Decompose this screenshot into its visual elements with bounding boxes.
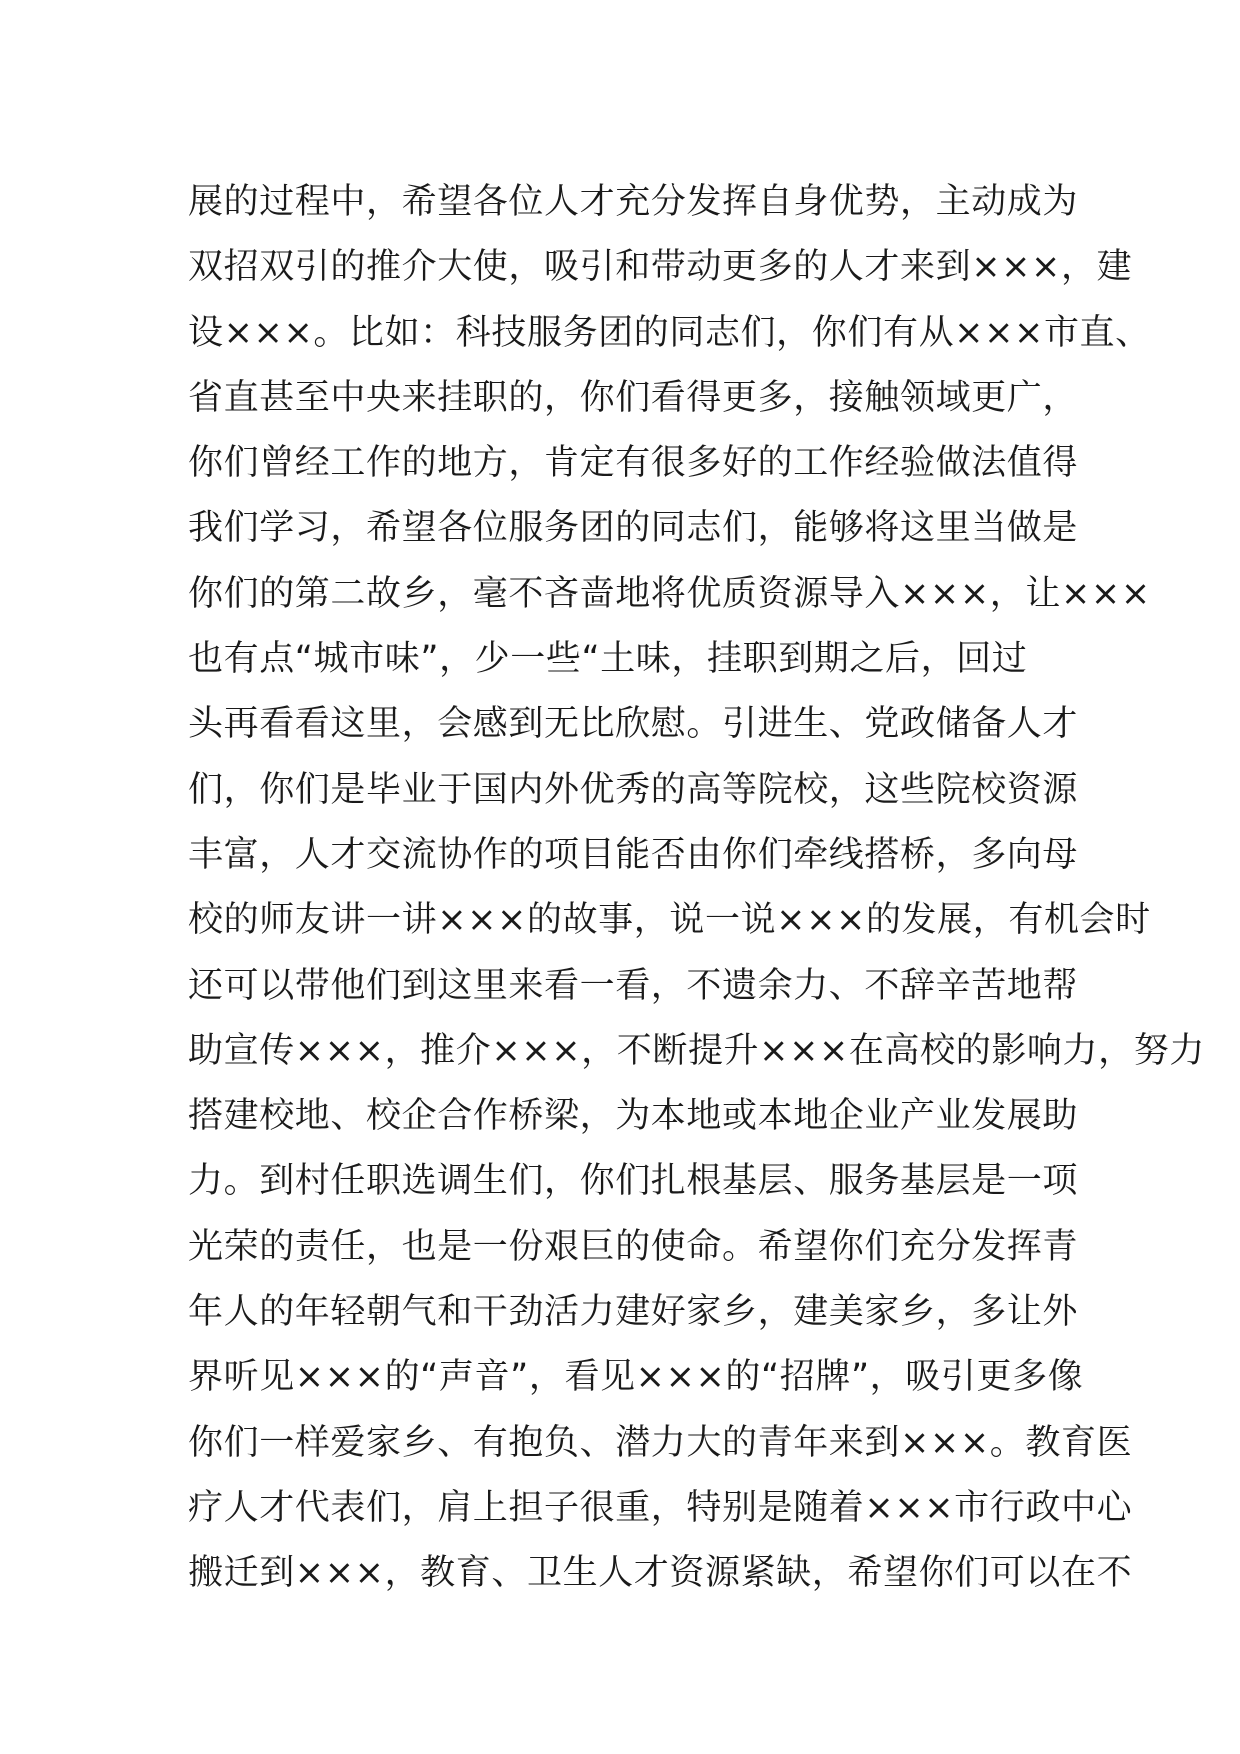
text-line: 你们的第二故乡，毫不吝啬地将优质资源导入×××，让××× [188,573,1151,614]
text-line: 校的师友讲一讲×××的故事，说一说×××的发展，有机会时 [188,900,1151,941]
text-line: 双招双引的推介大使，吸引和带动更多的人才来到×××，建 [188,247,1133,288]
text-line: 光荣的责任，也是一份艰巨的使命。希望你们充分发挥青 [188,1226,1079,1267]
text-line: 头再看看这里，会感到无比欣慰。引进生、党政储备人才 [188,704,1079,745]
text-line: 丰富，人才交流协作的项目能否由你们牵线搭桥，多向母 [188,834,1079,875]
text-line: 展的过程中，希望各位人才充分发挥自身优势，主动成为 [188,182,1079,222]
text-line: 们，你们是毕业于国内外优秀的高等院校，这些院校资源 [188,769,1079,810]
text-line: 我们学习，希望各位服务团的同志们，能够将这里当做是 [188,508,1079,549]
body-paragraph [188,170,1205,1607]
text-line: 你们一样爱家乡、有抱负、潜力大的青年来到×××。教育医 [188,1422,1133,1463]
text-line: 还可以带他们到这里来看一看，不遗余力、不辞辛苦地帮 [188,965,1079,1006]
text-line: 疗人才代表们，肩上担子很重，特别是随着×××市行政中心 [188,1487,1133,1528]
text-line: 年人的年轻朝气和干劲活力建好家乡，建美家乡，多让外 [188,1292,1079,1333]
text-line: 也有点“城市味”，少一些“土味，挂职到期之后，回过 [188,639,1028,680]
text-line: 助宣传×××，推介×××，不断提升×××在高校的影响力，努力 [188,1030,1205,1071]
text-line: 你们曾经工作的地方，肯定有很多好的工作经验做法值得 [188,443,1079,484]
text-line: 界听见×××的“声音”，看见×××的“招牌”，吸引更多像 [188,1357,1084,1398]
text-line: 省直甚至中央来挂职的，你们看得更多，接触领域更广， [188,377,1079,418]
text-line: 搬迁到×××，教育、卫生人才资源紧缺，希望你们可以在不 [188,1553,1133,1594]
text-line: 搭建校地、校企合作桥梁，为本地或本地企业产业发展助 [188,1096,1079,1137]
text-line: 力。到村任职选调生们，你们扎根基层、服务基层是一项 [188,1161,1079,1202]
text-line: 设×××。比如：科技服务团的同志们，你们有从×××市直、 [188,312,1151,353]
